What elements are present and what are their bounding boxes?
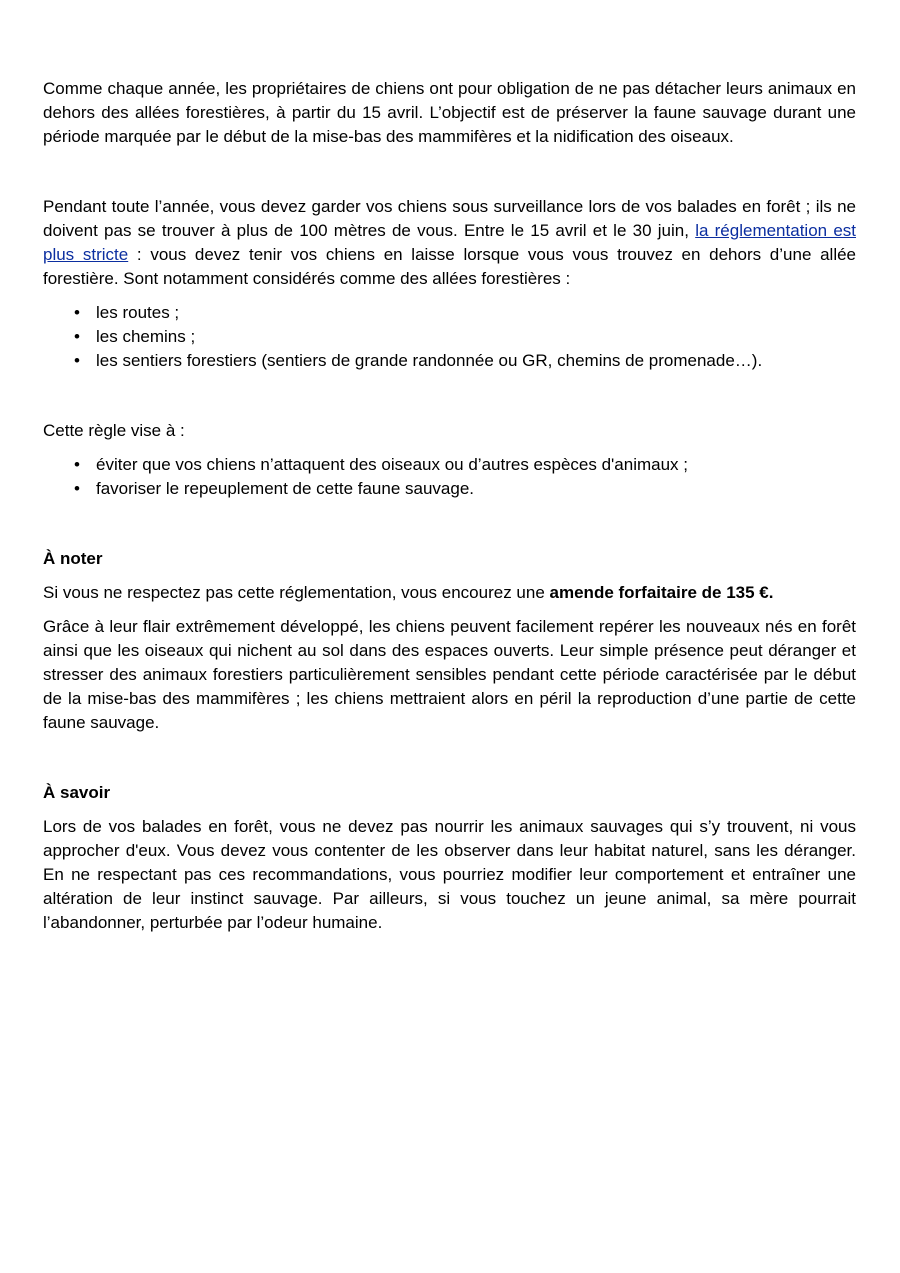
regulation-link[interactable]: la réglementation est plus stricte [43,221,857,264]
fine-paragraph [43,581,856,605]
list-item: • les chemins ; [43,325,856,349]
list-item: • éviter que vos chiens n’attaquent des oiseaux ou d’autres espèces d'animaux ; [43,453,856,477]
rules-text-after-link: : vous devez tenir vos chiens en laisse lorsque vous vous trouvez en dehors d’une allée forestière. Sont notamment considérés comme des allées forestières : [43,245,857,288]
document-body [43,77,856,935]
know-paragraph: Lors de vos balades en forêt, vous ne devez pas nourrir les animaux sauvages qui s’y trouvent, ni vous approcher d'eux. Vous devez vous contenter de les observer dans leur habitat naturel, sans les déranger. En ne respectant pas ces recommandations, vous pourriez modifier leur comportement et entraîner une altération de leur instinct sauvage. Par ailleurs, si vous touchez un jeune animal, sa mère pourrait l’abandonner, perturbée par l’odeur humaine. [43,817,856,932]
purpose-intro: Cette règle vise à : [43,421,185,440]
note-heading: À noter [43,549,103,568]
fine-amount: amende forfaitaire de 135 €. [549,583,774,602]
know-heading: À savoir [43,783,111,802]
rules-paragraph [43,195,856,291]
list-item: • favoriser le repeuplement de cette faune sauvage. [43,477,856,501]
rules-text-before-link: Pendant toute l’année, vous devez garder vos chiens sous surveillance lors de vos balades en forêt ; ils ne doivent pas se trouver à plus de 100 mètres de vous. Entre le 15 avril et le 30 juin, [43,197,856,240]
list-item: • les sentiers forestiers (sentiers de grande randonnée ou GR, chemins de promenade…). [43,349,856,373]
purpose-list [43,453,856,501]
intro-paragraph: Comme chaque année, les propriétaires de chiens ont pour obligation de ne pas détacher leurs animaux en dehors des allées forestières, à partir du 15 avril. L’objectif est de préserver la faune sauvage durant une période marquée par le début de la mise-bas des mammifères et la nidification des oiseaux. [43,79,856,146]
note-detail-paragraph: Grâce à leur flair extrêmement développé, les chiens peuvent facilement repérer les nouveaux nés en forêt ainsi que les oiseaux qui nichent au sol dans des espaces ouverts. Leur simple présence peut déranger et stresser des animaux forestiers particulièrement sensibles pendant cette période caractérisée par le début de la mise-bas des mammifères ; les chiens mettraient alors en péril la reproduction d’une partie de cette faune sauvage. [43,617,856,732]
fine-text: Si vous ne respectez pas cette réglementation, vous encourez une [43,583,550,602]
forest-paths-list [43,301,856,373]
list-item: • les routes ; [43,301,856,325]
